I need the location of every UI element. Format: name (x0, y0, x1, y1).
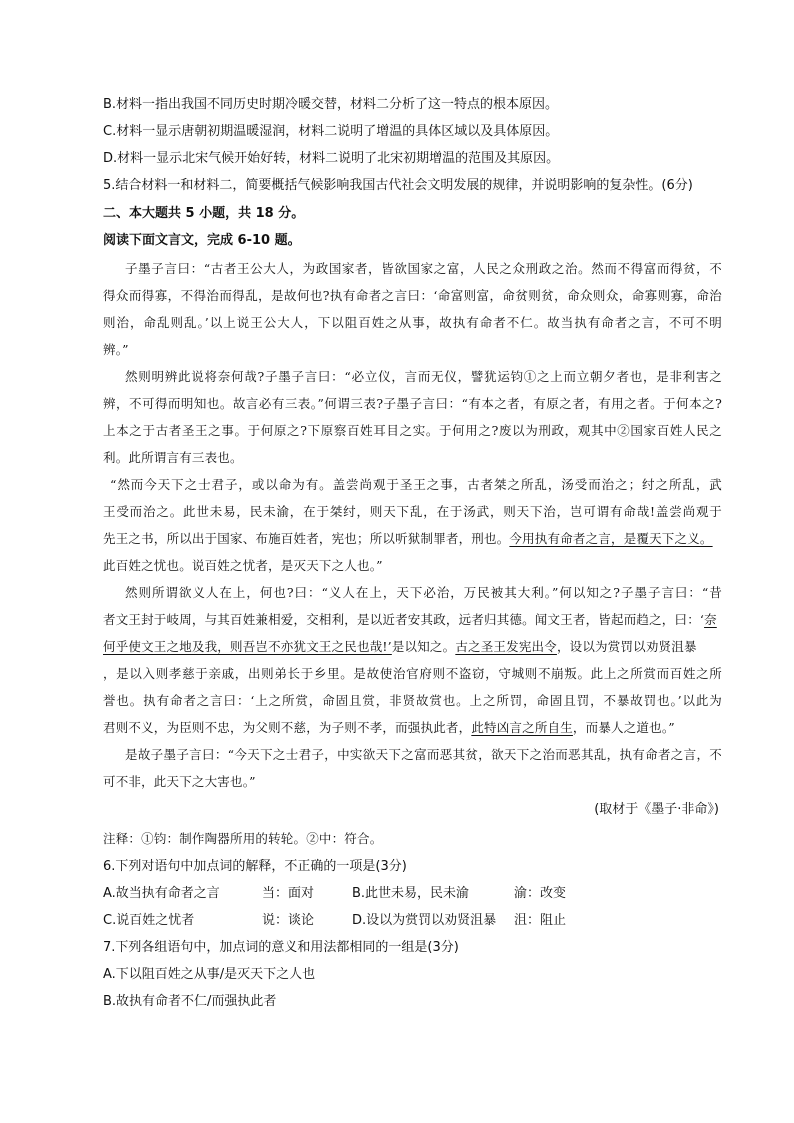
passage-p2-line2: 辨，不可得而明知也。故言必有三表。”何谓三表?子墨子言曰：“有本之者，有原之者，有用之者。于何本之? (103, 396, 722, 411)
underlined-sentence-4: 此特凶言之所自生 (471, 720, 573, 735)
question-5: 5.结合材料一和材料二，简要概括气候影响我国古代社会文明发展的规律，并说明影响的复杂性。(6分) (103, 178, 693, 193)
passage-p4-line6-tail: ，而暴人之道也。” (572, 720, 675, 735)
underlined-sentence-2: 何乎使文王之地及我，则吾岂不亦犹文王之民也哉!’ (103, 639, 392, 654)
passage-p3-line2: 王受而治之。此世未易，民未渝，在于桀纣，则天下乱，在于汤武，则天下治，岂可谓有命哉!盖尝尚观于 (103, 504, 722, 519)
q6-option-d: D.设以为赏罚以劝贤沮暴 (352, 913, 497, 928)
passage-p4-line2 (103, 612, 717, 628)
q6-option-c-gloss: 说：谈论 (262, 913, 315, 928)
annotation-notes: 注释：①钧：制作陶器所用的转轮。②中：符合。 (103, 831, 383, 846)
passage-p1-line3: 则治，命乱则乱。’以上说王公大人，下以阻百姓之从事，故执有命者不仁。故当执有命者之言，不可不明 (103, 315, 722, 330)
question-6-stem: 6.下列对语句中加点词的解释，不正确的一项是(3分) (103, 859, 407, 874)
q6-option-b-gloss: 渝：改变 (514, 886, 567, 901)
passage-p4-line5: 誉也。执有命者之言曰：‘上之所赏，命固且赏，非贤故赏也。上之所罚，命固且罚，不暴故罚也。’以此为 (103, 693, 722, 708)
question-7-stem: 7.下列各组语句中，加点词的意义和用法都相同的一组是(3分) (103, 940, 459, 955)
q6-option-a-gloss: 当：面对 (262, 886, 315, 901)
passage-p1-line4: 辨。” (103, 342, 129, 357)
passage-p3-line4: 此百姓之忧也。说百姓之忧者，是灭天下之人也。” (103, 558, 383, 573)
passage-p2-line4: 利。此所谓言有三表也。 (103, 450, 243, 465)
passage-p3-line3-text: 先王之书，所以出于国家、布施百姓者，宪也；所以听狱制罪者，刑也。 (103, 531, 510, 546)
passage-p4-line3-mid: 是以知之。 (391, 639, 456, 654)
passage-p3-line1: “然而今天下之士君子，或以命为有。盖尝尚观于圣王之事，古者桀之所乱，汤受而治之；纣之所乱，武 (110, 477, 722, 492)
passage-p4-line2-text: 者文王封于岐周，与其百姓兼相爱，交相利，是以近者安其政，远者归其德。闻文王者，皆起而趋之，曰：‘ (103, 612, 705, 627)
passage-p5-line1: 是故子墨子言曰：“今天下之士君子，中实欲天下之富而恶其贫，欲天下之治而恶其乱，执有命者之言，不 (125, 747, 722, 762)
q6-option-b: B.此世未易，民未渝 (352, 886, 470, 901)
passage-p4-line3-tail: ，设以为赏罚以劝贤沮暴 (556, 639, 697, 654)
passage-p1-line2: 得众而得寡，不得治而得乱，是故何也?执有命者之言曰：‘命富则富，命贫则贫，命众则众，命寡则寡，命治 (103, 288, 722, 303)
passage-p2-line3: 上本之于古者圣王之事。于何原之?下原察百姓耳目之实。于何用之?废以为刑政，观其中②国家百姓人民之 (103, 423, 722, 438)
section-2-title: 二、本大题共 5 小题，共 18 分。 (103, 206, 305, 221)
passage-p4-line4: ，是以入则孝慈于亲戚，出则弟长于乡里。是故使治官府则不盗窃，守城则不崩叛。此上之所赏而百姓之所 (103, 666, 722, 681)
q6-option-d-gloss: 沮：阻止 (514, 913, 567, 928)
q7-option-a: A.下以阻百姓之从事/是灭天下之人也 (103, 967, 316, 982)
underlined-char-nai: 奈 (704, 612, 717, 627)
passage-p4-line6 (103, 720, 675, 736)
passage-p3-line3 (103, 531, 713, 547)
source-citation: (取材于《墨子·非命》) (594, 802, 719, 817)
option-b: B.材料一指出我国不同历史时期冷暖交替，材料二分析了这一特点的根本原因。 (103, 97, 559, 112)
option-c: C.材料一显示唐朝初期温暖湿润，材料二说明了增温的具体区域以及具体原因。 (103, 124, 559, 139)
q6-option-c: C.说百姓之忧者 (103, 913, 195, 928)
passage-p4-line1: 然则所谓欲义人在上，何也?曰：“义人在上，天下必治，万民被其大利。”何以知之?子墨子言曰：“昔 (125, 585, 722, 600)
q7-option-b: B.故执有命者不仁/而强执此者 (103, 994, 277, 1009)
option-d: D.材料一显示北宋气候开始好转，材料二说明了北宋初期增温的范围及其原因。 (103, 151, 560, 166)
underlined-sentence-3: 古之圣王发宪出令 (455, 639, 557, 654)
passage-p4-line3 (103, 639, 697, 655)
reading-instruction: 阅读下面文言文，完成 6-10 题。 (103, 233, 301, 248)
passage-p2-line1: 然则明辨此说将奈何哉?子墨子言曰：“必立仪，言而无仪，譬犹运钧①之上而立朝夕者也，是非利害之 (125, 369, 722, 384)
passage-p5-line2: 可不非，此天下之大害也。” (103, 774, 256, 789)
passage-p4-line6-text: 君则不义，为臣则不忠，为父则不慈，为子则不孝，而强执此者， (103, 720, 472, 735)
underlined-sentence-1: 今用执有命者之言，是覆天下之义。 (509, 531, 713, 546)
q6-option-a: A.故当执有命者之言 (103, 886, 220, 901)
passage-p1-line1: 子墨子言曰：“古者王公大人，为政国家者，皆欲国家之富，人民之众刑政之治。然而不得富而得贫，不 (125, 261, 722, 276)
